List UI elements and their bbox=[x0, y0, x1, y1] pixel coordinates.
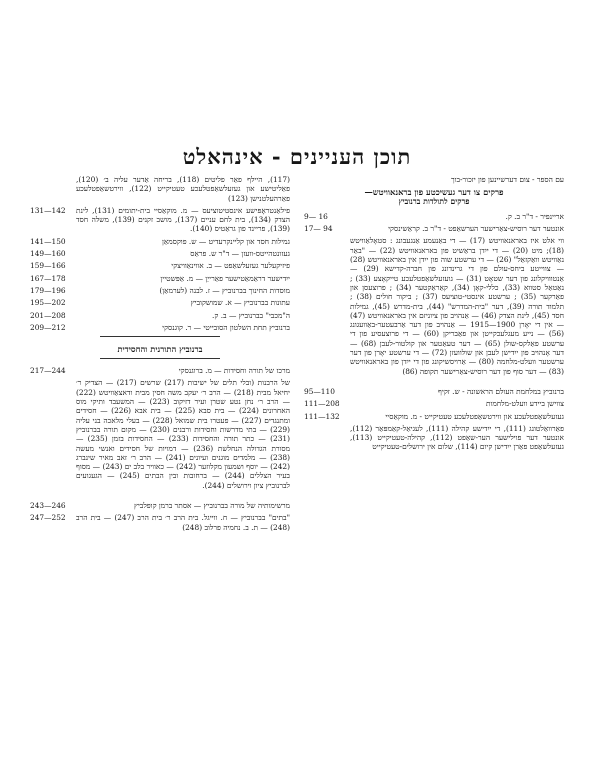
toc-entry bbox=[304, 412, 564, 421]
page-range: 17— 94 bbox=[304, 224, 333, 234]
entry-text: אריינפיר - ד"ר ב. ק. bbox=[505, 211, 564, 221]
page-range: 209—212 bbox=[30, 322, 66, 332]
toc-entry bbox=[304, 236, 564, 375]
entry-text: מוסדות החינוך בברנוביץ — ז. לבנה (לערמאַן) bbox=[159, 285, 290, 295]
page-range: 131—142 bbox=[30, 205, 66, 215]
page-range: 167—178 bbox=[30, 273, 66, 283]
toc-entry bbox=[304, 224, 564, 233]
page-range: 159—166 bbox=[30, 261, 66, 271]
entry-text: (117), היילף פאַר פליטים (118), בריחה אַדער עליה ב׳ (120), פאַליטישע און געזעלשאַפטלעכע טעטיקייט (122), ווירטשאַפטלעכע פאַרהעלטנישן (123) bbox=[76, 175, 290, 203]
page-range: 201—208 bbox=[30, 310, 66, 320]
toc-entry bbox=[30, 323, 290, 332]
entry-text: פילאַנטראָפּישע אינסטיטוציעס — מ. מוקאַסיי בית-יתומים (131), לינת הצדק (134), בית לחם עניים (137), מושב זקנים (139), משלה חסד (139), פריינד פון גראַטיס (140). bbox=[76, 205, 290, 234]
page-range: 111—208 bbox=[304, 399, 340, 409]
toc-entry bbox=[304, 399, 564, 408]
entry-text: געזונטהייטס-וועזן — ד"ר ש. פראַס bbox=[190, 249, 290, 259]
toc-entry bbox=[30, 274, 290, 283]
entry-text: מרכז של תורה וחסידות — מ. ברוגנסקי bbox=[178, 366, 290, 376]
entry-text: געזעלשאַפטלעכע און ווירטשאַפטלעכע טעטיקייט - מ. מוקאַסיי bbox=[385, 411, 564, 421]
page-range: 9— 16 bbox=[304, 211, 328, 221]
entry-text: פיזיקעלער געזעלשאַפט — ב. אווינאַוויצקי bbox=[171, 261, 290, 271]
divider bbox=[100, 358, 220, 359]
toc-column-right bbox=[304, 175, 564, 455]
toc-entry bbox=[304, 424, 564, 452]
entry-text: "בתים" בברנוביץ — ח. ווייגל. בית הרב ר׳ בית הרב (247) — בית הרב (248) — ת. ב. נחמיה פרלוב (248) bbox=[76, 513, 290, 532]
toc-entry bbox=[30, 175, 290, 203]
page-title: תוכן העניינים - אינהאלט bbox=[182, 144, 412, 169]
page-range: 217—244 bbox=[30, 366, 66, 376]
toc-entry bbox=[30, 513, 290, 532]
entry-text: ייִדישער דראַמאַטישער פאַרייַן — מ. אַפּשטיין bbox=[160, 273, 290, 283]
toc-column-left bbox=[30, 175, 290, 535]
toc-entry bbox=[304, 387, 564, 396]
toc-entry bbox=[30, 286, 290, 295]
entry-text: עתונות בברנוביץ — א. שמושקוביץ bbox=[190, 298, 290, 308]
entry-text: ווי אלט איז באראנאוויטש (17) — די באַנעמע אַנגעבונג : סטאָלאַוויטש (18); מיט (20) — די ייִדן בראַשיט פון באראנאוויטש (22) — "באַר נאַוויטש וואַקזאַל" (26) — די ערשטע שוה פון ייִדן אין באראנאוויטש (28) — צווייטע ביחס-עולם פון די גרינדונג פון חברה-קדישא (29) — אַנטווויקלונג פון דער שטאָט (31) — גועזעלשאַפטלעכע טייקאָצע (33) ; נאַטאַל סטווא (33), כללי-קאָן (34), קאַראַקטער (34) ; פרוצעסן און פאַרקער (35) ; ערשטע אינסטי-טוציעס (37) ; ביקור חולים (38) ; תלמוד תורה (39), דער "בית-המדרש" (44), בית-מדרש (45), גמילות חסד (45), לינת הצדק (46) — אַנהויב פון ציוניזם אין באראנאוויטש (47) — אין די יאָרן 1900—1915 — אַנהויב פון דער אַרבעטער-באַוועגונג (56) — נייע מעגלעכקייטן און פאַבריקן (60) — די פרוצעסיע פון די ערשטע פאַלקס-שולן (65) — דער טעאַטער און קולטור-לעבן (68) — דער אָנהויב פון ייִדישן לעבן און שולוועזן (72) — די ערשטע יאָרן פון דער ערשטער וועלט-מלחמה (80) — אַרויסשיקונג פון די ייִדן פון באראנאוויטש (83) — דער סוף פון דער רוסיש-צאַרישער תקופה (86) bbox=[350, 236, 565, 376]
page-range: 111—132 bbox=[304, 411, 340, 421]
entry-text: מרשימותיה של מורה בברנוביץ — אסתר ברמן קופלביץ bbox=[134, 501, 290, 511]
spacer bbox=[30, 493, 290, 501]
entry-text: אונטער דער רוסיש-צאַרישער הערשאַפט - ד"ר ב. קראַשינסקי bbox=[388, 224, 564, 234]
section-heading: פרקים צו דער געשיכטע פון בראנאוויטש— bbox=[364, 187, 504, 198]
page-range: 195—202 bbox=[30, 298, 66, 308]
page-range: 95—110 bbox=[304, 386, 335, 396]
toc-entry bbox=[30, 249, 290, 258]
toc-entry bbox=[30, 311, 290, 320]
entry-text: ברנוביץ תחת השלטון הסובייטי — ר. קוגנסקי bbox=[162, 322, 290, 332]
section-heading: ברנוביץ התורנית והחסידית bbox=[117, 344, 203, 355]
toc-entry bbox=[30, 501, 290, 510]
page-range: 149—160 bbox=[30, 249, 66, 259]
toc-entry bbox=[30, 261, 290, 270]
entry-text: צווישן ביידע וועלט-מלחמות bbox=[486, 399, 564, 409]
entry-text: של הרבנות (ובלי תלים של ישיבות (217) שרשים (217) — הצדיק ר׳ יחיאל מבית (218) — הרב ר׳ יעקב משה חסין מבית ודאצאַוויטש (222) — הרב ר׳ נחן נטע שטרן ועיר דזיקוב (223) — המשעבד ותיקי מוס האחרונים (224) — בית סבא (225) — בית אבא (226) — חסידים ומתנגדים (227) — פעטרו בית שמואל (228) — בעלי מלאכה בני עליה (229) — בתי מדרשות וחסידות ורבנים (230) — מקום תורה בברנוביץ (231) — כתר תורה והחסידות (233) — החסידות בזמן (235) — מסורת הגדולה הנחלשת (236) — דמויות של חסידים ואנשי מעשה (238) — מלמדים מוגנים ועיונים (241) — הרב ר׳ זאב מאיר שינברג (242) — יוסף ושמעון מקלוזער (242) — כאוויר בלב ים (243) — מסוף בעיר הצללים (244) — ברחובות ובין הבתים (245) — הגעגועים לברנוביץ ציון וירושלים (244). bbox=[76, 378, 290, 490]
page-range: 247—252 bbox=[30, 513, 66, 523]
entry-text: גמילות חסד און קליינקרעדיט — ש. פוקסמאַן bbox=[161, 236, 290, 246]
page-range: 243—246 bbox=[30, 501, 66, 511]
toc-entry bbox=[30, 237, 290, 246]
spacer bbox=[304, 379, 564, 387]
toc-entry bbox=[30, 366, 290, 375]
page-range: 179—196 bbox=[30, 285, 66, 295]
toc-entry bbox=[30, 298, 290, 307]
entry-text: פאַרוואַלטונג (111), די ייִדישע קהילה (111), לעגיאַל-קאַמפּאַר (112), אונטער דער פוילישער הער-שאַפט (112), קהילה-טעטיקייט (113), געזעלשאַפט פאַרן ייִדישן קיום (114), שלום אין ירושלים-טעטיקייט bbox=[350, 423, 564, 452]
divider bbox=[100, 336, 220, 337]
entry-text: ברנוביץ במלחמת העולם הראשונה - ש. זקיף bbox=[438, 386, 564, 396]
page-range: 141—150 bbox=[30, 236, 66, 246]
toc-entry bbox=[30, 378, 290, 490]
toc-entry bbox=[304, 175, 564, 184]
toc-entry bbox=[304, 212, 564, 221]
toc-entry bbox=[30, 206, 290, 234]
entry-text: עם הספר - צום דערשיינען פון יזכור-בוך bbox=[450, 175, 564, 184]
entry-text: ה"מכבי" בברנוביץ — ב. ק. bbox=[212, 310, 290, 320]
section-heading: פרקים לתולדות ברנוביץ bbox=[398, 197, 470, 207]
